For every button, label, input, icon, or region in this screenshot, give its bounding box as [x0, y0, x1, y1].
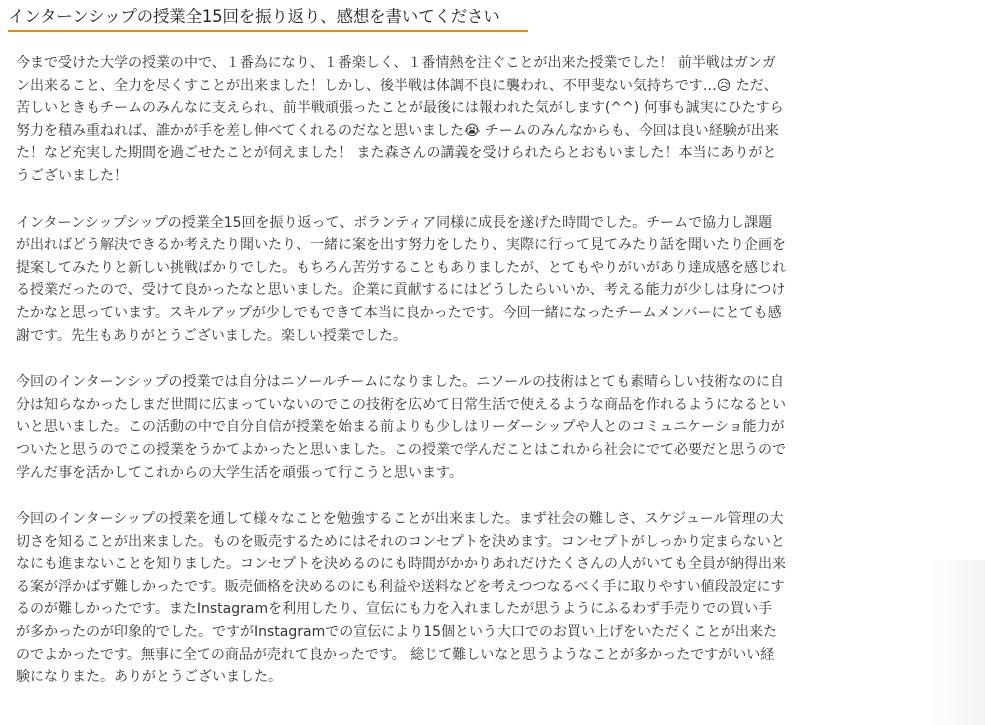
answer-text: 今回のインターンシップの授業では自分はニソールチームになりました。ニソールの技術はとても素晴らしい技術なのに自分は知らなかったしまだ世間に広まっていないのでこの技術を広めて日常生活で使えるような商品を作れるようになるといいと思いました。この活動の中で自分自信が授業を始まる前よりも少しはリーダーシップや人とのコミュニケーショ能力がついたと思うのでこの授業をうかてよかったと思いました。この授業で学んだことはこれから社会にでて必要だと思うので学んだ事を活かしてこれからの大学生活を頑張って行こうと思います。 — [16, 374, 786, 481]
answer-text: インターンシップシップの授業全15回を振り返って、ボランティア同様に成長を遂げた時間でした。チームで協力し課題が出ればどう解決できるか考えたり聞いたり、一緒に案を出す努力をしたり、実際に行って見てみたり話を聞いたり企画を提案してみたりと新しい挑戦ばかりでした。もちろん苦労することもありましたが、とてもやりがいがあり達成感を感じれる授業だったので、受けて良かったなと思いました。企業に貢献するにはどうしたらいいか、考える能力が少しは身につけたかなと思っています。スキルアップが少しでもできて本当に良かったです。今回一緒になったチームメンバーにとても感謝です。先生もありがとうございました。楽しい授業でした。 — [16, 214, 786, 344]
answer-list — [16, 52, 786, 689]
answer-text: 今回のインターシップの授業を通して様々なことを勉強することが出来ました。まず社会の難しさ、スケジュール管理の大切さを知ることが出来ました。ものを販売するためにはそれのコンセプトを決めます。コンセプトがしっかり定まらないとなにも進まないことを知りました。コンセプトを決めるのにも時間がかかりあれだけたくさんの人がいても全員が納得出来る案が浮かばず難しかったです。販売価格を決めるのにも利益や送料などを考えつつなるべく手に取りやすい値段設定にするのが難しかったです。またInstagramを利用したり、宣伝にも力を入れましたが思うようにふるわず手売りでの買い手が多かったのが印象的でした。ですがInstagramでの宣伝により15個という大口でのお買い上げをいただくことが出来たのでよかったです。無事に全ての商品が売れて良かったです。 総じて難しいなと思うようなことが多かったですがいい経験になりまた。ありがとうございました。 — [16, 511, 786, 686]
edge-shadow — [925, 560, 985, 725]
question-header — [8, 6, 528, 32]
title-underline — [8, 30, 528, 32]
answer-text: 今まで受けた大学の授業の中で、１番為になり、１番楽しく、１番情熱を注ぐことが出来た授業でした！ 前半戦はガンガン出来ること、全力を尽くすことが出来ました！しかし、後半戦は体調不良に襲われ、不甲斐ない気持ちです…😥 ただ、苦しいときもチームのみんなに支えられ、前半戦頑張ったことが最後には報われた気がします(^^) 何事も誠実にひたすら努力を積み重ねれば、誰かが手を差し伸べてくれるのだなと思いました😭 チームのみんなからも、今回は良い経験が出来た！など充実した期間を過ごせたことが伺えました！ また森さんの講義を受けられたらとおもいました！本当にありがとうございました！ — [16, 55, 784, 184]
question-title: インターンシップの授業全15回を振り返り、感想を書いてください — [8, 7, 500, 26]
